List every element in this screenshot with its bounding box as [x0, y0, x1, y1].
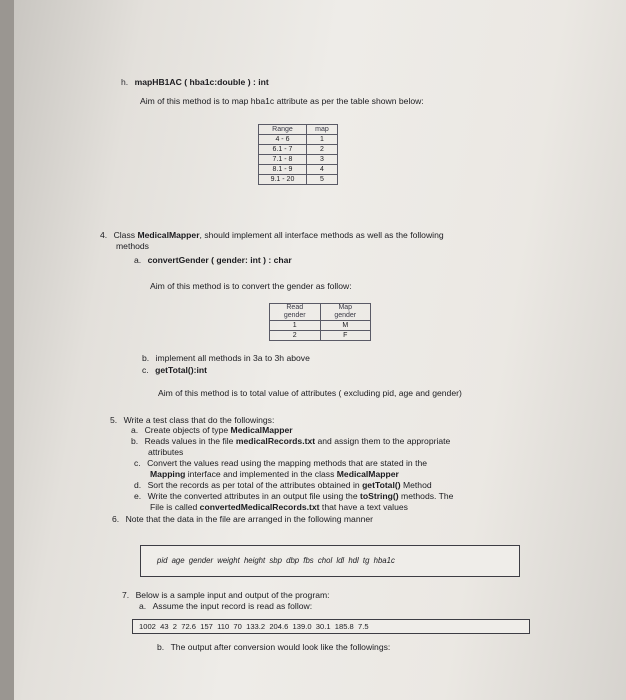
field-label: gender	[188, 556, 214, 565]
header-text: gender	[334, 312, 357, 319]
item-4a-heading	[134, 255, 292, 266]
field-label: tg	[362, 556, 370, 565]
item-4-line2: methods	[116, 241, 149, 251]
hba1c-map-table	[258, 124, 338, 185]
field-label: pid	[157, 556, 168, 565]
method-name: getTotal()	[362, 480, 401, 490]
item-5a	[131, 425, 293, 436]
item-h-signature: mapHB1AC ( hba1c:double ) : int	[134, 77, 269, 87]
field-label: sbp	[269, 556, 282, 565]
item-5c	[134, 458, 427, 469]
table-cell: 1	[306, 135, 337, 145]
field-label: fbs	[303, 556, 314, 565]
class-name: MedicalMapper	[230, 425, 293, 435]
table-header-cell: map	[306, 125, 337, 135]
sample-record-box	[132, 619, 530, 634]
item-7-marker: 7.	[122, 590, 130, 600]
item-7b-text: The output after conversion would look like the followings:	[170, 642, 391, 652]
gender-map-table	[269, 303, 371, 341]
file-name: convertedMedicalRecords.txt	[199, 502, 320, 512]
table-row	[259, 145, 338, 155]
field-label: hba1c	[373, 556, 395, 565]
item-5d-text: Method	[400, 480, 432, 490]
table-cell: 2	[270, 331, 321, 341]
item-5-text: Write a test class that do the followings:	[123, 415, 275, 425]
item-5e-text: methods. The	[398, 491, 454, 501]
field-label: hdl	[348, 556, 359, 565]
table-row	[270, 321, 371, 331]
item-4-text: , should implement all interface methods as well as the following	[199, 230, 444, 240]
item-4-marker: 4.	[100, 230, 108, 240]
item-4c	[142, 365, 207, 376]
table-cell: 2	[306, 145, 337, 155]
item-7b	[157, 642, 390, 653]
table-header-cell	[270, 304, 321, 321]
class-name: MedicalMapper	[336, 469, 399, 479]
item-5b-text: and assign them to the appropriate	[315, 436, 451, 446]
item-5-marker: 5.	[110, 415, 118, 425]
field-header-box	[140, 545, 520, 577]
table-cell: 6.1 - 7	[259, 145, 307, 155]
field-label: chol	[317, 556, 333, 565]
table-row	[259, 155, 338, 165]
item-4-text: Class	[113, 230, 138, 240]
item-5c-line2	[150, 469, 399, 480]
header-text: Read	[286, 304, 304, 311]
header-text: Map	[338, 304, 353, 311]
table-cell: 1	[270, 321, 321, 331]
item-4a-signature: convertGender ( gender: int ) : char	[147, 255, 292, 265]
table-cell: 8.1 - 9	[259, 165, 307, 175]
file-name: medicalRecords.txt	[235, 436, 316, 446]
item-6	[112, 514, 373, 525]
table-header-row	[259, 125, 338, 135]
table-cell: M	[320, 321, 371, 331]
item-7a-text: Assume the input record is read as follow:	[152, 601, 313, 611]
header-text: gender	[283, 312, 306, 319]
table-cell: 5	[306, 175, 337, 185]
item-6-text: Note that the data in the file are arranged in the following manner	[125, 514, 374, 524]
table-cell: 7.1 - 8	[259, 155, 307, 165]
item-5e-line2	[150, 502, 408, 513]
item-5d	[134, 480, 432, 491]
item-4c-signature: getTotal():int	[155, 365, 207, 375]
item-4-line1	[100, 230, 444, 241]
field-label: weight	[217, 556, 240, 565]
item-7	[122, 590, 330, 601]
item-5b-text: Reads values in the file	[144, 436, 236, 446]
field-label: height	[243, 556, 266, 565]
item-7-text: Below is a sample input and output of the program:	[135, 590, 330, 600]
item-h-heading	[121, 77, 269, 88]
table-row	[270, 331, 371, 341]
item-4c-marker: c.	[142, 365, 149, 375]
field-label: age	[171, 556, 185, 565]
item-5c-text: interface and implemented in the class	[185, 469, 337, 479]
item-5c-text: Convert the values read using the mapping methods that are stated in the	[147, 458, 428, 468]
item-5d-text: Sort the records as per total of the attributes obtained in	[147, 480, 363, 490]
item-4a-marker: a.	[134, 255, 142, 265]
table-header-cell	[320, 304, 371, 321]
item-4c-description: Aim of this method is to total value of attributes ( excluding pid, age and gender)	[158, 388, 462, 398]
field-label: ldl	[336, 556, 345, 565]
item-5b-line2: attributes	[148, 447, 184, 457]
table-cell: 4	[306, 165, 337, 175]
item-7a-marker: a.	[139, 601, 147, 611]
item-5d-marker: d.	[134, 480, 142, 490]
item-4a-description: Aim of this method is to convert the gender as follow:	[150, 281, 352, 291]
item-5a-marker: a.	[131, 425, 139, 435]
interface-name: Mapping	[150, 469, 186, 479]
table-cell: F	[320, 331, 371, 341]
item-4b	[142, 353, 310, 364]
field-label: dbp	[286, 556, 300, 565]
item-5e-text: Write the converted attributes in an output file using the	[147, 491, 360, 501]
item-5b-marker: b.	[131, 436, 139, 446]
item-5c-marker: c.	[134, 458, 141, 468]
item-h-marker: h.	[121, 77, 129, 87]
item-5e-text: that have a text values	[319, 502, 408, 512]
item-4b-marker: b.	[142, 353, 150, 363]
item-h-description: Aim of this method is to map hba1c attribute as per the table shown below:	[140, 96, 424, 106]
item-7a	[139, 601, 312, 612]
table-row	[259, 135, 338, 145]
table-header-cell: Range	[259, 125, 307, 135]
table-cell: 3	[306, 155, 337, 165]
item-5e	[134, 491, 453, 502]
method-name: toString()	[360, 491, 399, 501]
sample-record-text: 1002 43 2 72.6 157 110 70 133.2 204.6 139.0 30.1 185.8 7.5	[139, 622, 369, 631]
class-name: MedicalMapper	[137, 230, 200, 240]
item-5a-text: Create objects of type	[144, 425, 231, 435]
table-row	[259, 175, 338, 185]
table-header-row	[270, 304, 371, 321]
table-cell: 9.1 - 20	[259, 175, 307, 185]
item-5e-marker: e.	[134, 491, 142, 501]
item-6-marker: 6.	[112, 514, 120, 524]
table-row	[259, 165, 338, 175]
table-cell: 4 - 6	[259, 135, 307, 145]
item-7b-marker: b.	[157, 642, 165, 652]
field-header-row	[157, 556, 395, 565]
item-4b-text: implement all methods in 3a to 3h above	[155, 353, 310, 363]
item-5e-text: File is called	[150, 502, 200, 512]
item-5b	[131, 436, 450, 447]
document-page	[14, 0, 626, 700]
